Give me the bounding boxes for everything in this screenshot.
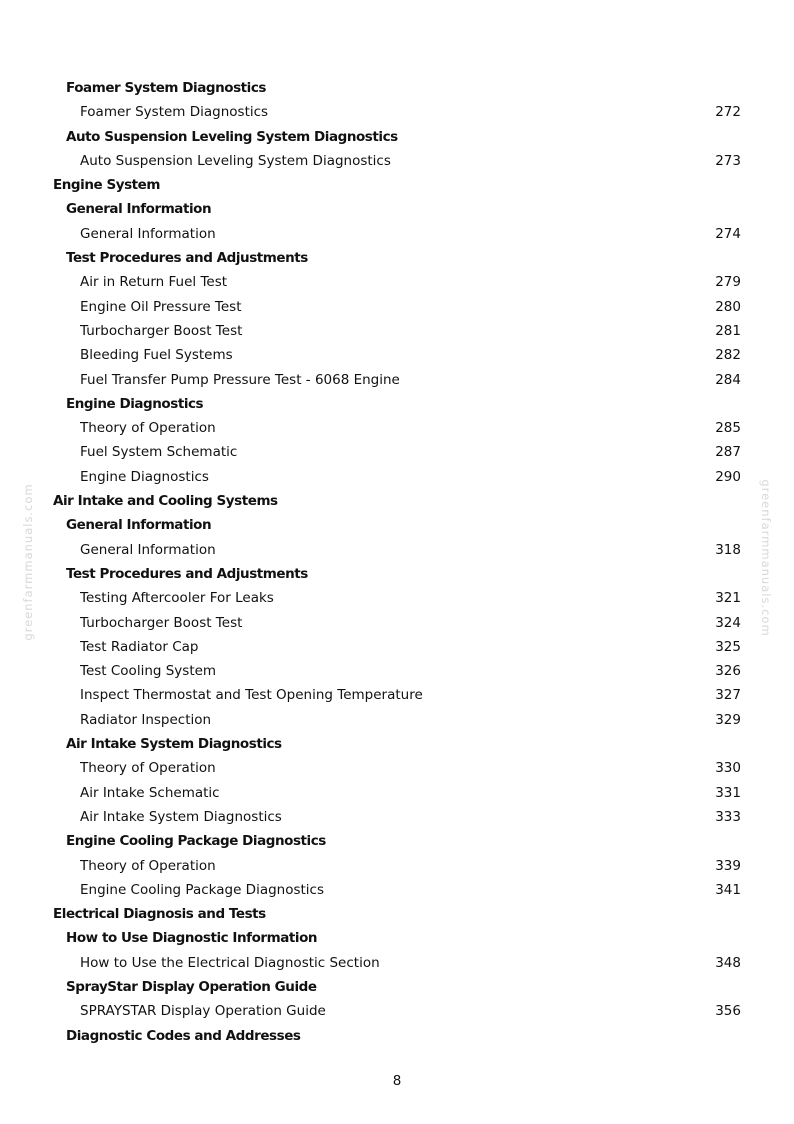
watermark-left: greenfarmmanuals.com xyxy=(21,483,35,641)
toc-entry[interactable] xyxy=(0,659,794,683)
toc-chapter-heading xyxy=(0,173,794,197)
toc-entry-page: 281 xyxy=(715,322,741,339)
toc-entry-page: 280 xyxy=(715,298,741,315)
toc-chapter-heading xyxy=(0,902,794,926)
toc-entry[interactable] xyxy=(0,999,794,1023)
toc-entry-title: Air Intake and Cooling Systems xyxy=(53,493,278,510)
toc-entry[interactable] xyxy=(0,295,794,319)
toc-entry[interactable] xyxy=(0,416,794,440)
toc-entry-page: 331 xyxy=(715,784,741,801)
toc-section-heading xyxy=(0,125,794,149)
toc-entry[interactable] xyxy=(0,878,794,902)
toc-entry[interactable] xyxy=(0,708,794,732)
toc-entry-title: SPRAYSTAR Display Operation Guide xyxy=(80,1003,326,1020)
toc-entry-title: Engine Diagnostics xyxy=(80,468,209,485)
toc-entry-page: 272 xyxy=(715,104,741,121)
toc-entry-page: 282 xyxy=(715,347,741,364)
toc-entry-title: Turbocharger Boost Test xyxy=(80,614,243,631)
toc-entry-page: 326 xyxy=(715,663,741,680)
toc-entry[interactable] xyxy=(0,683,794,707)
toc-entry[interactable] xyxy=(0,756,794,780)
toc-entry-title: How to Use Diagnostic Information xyxy=(66,930,318,947)
toc-entry-title: Fuel Transfer Pump Pressure Test - 6068 Engine xyxy=(80,371,400,388)
watermark-right: greenfarmmanuals.com xyxy=(759,479,773,637)
toc-entry-title: Engine Cooling Package Diagnostics xyxy=(66,833,326,850)
toc-entry-title: SprayStar Display Operation Guide xyxy=(66,978,317,995)
toc-entry-title: Air Intake Schematic xyxy=(80,784,220,801)
toc-entry-page: 339 xyxy=(715,857,741,874)
toc-entry-title: Inspect Thermostat and Test Opening Temperature xyxy=(80,687,423,704)
toc-entry-title: Foamer System Diagnostics xyxy=(66,80,266,96)
toc-entry-page: 327 xyxy=(715,687,741,704)
toc-entry-title: Test Procedures and Adjustments xyxy=(66,565,308,582)
toc-entry-page: 348 xyxy=(715,954,741,971)
toc-entry-page: 330 xyxy=(715,760,741,777)
toc-entry-title: Testing Aftercooler For Leaks xyxy=(80,590,274,607)
toc-entry-page: 324 xyxy=(715,614,741,631)
toc-entry-page: 329 xyxy=(715,711,741,728)
toc-entry-title: General Information xyxy=(80,541,216,558)
toc-entry-title: Air in Return Fuel Test xyxy=(80,274,228,291)
toc-entry-page: 290 xyxy=(715,468,741,485)
toc-entry[interactable] xyxy=(0,635,794,659)
toc-entry-title: Theory of Operation xyxy=(80,857,216,874)
toc-entry[interactable] xyxy=(0,951,794,975)
toc-section-heading xyxy=(0,76,794,100)
toc-entry-title: Fuel System Schematic xyxy=(80,444,238,461)
toc-entry-title: Test Cooling System xyxy=(80,663,217,680)
toc-entry-title: General Information xyxy=(80,225,216,242)
toc-entry[interactable] xyxy=(0,538,794,562)
toc-chapter-heading xyxy=(0,489,794,513)
toc-entry-page: 321 xyxy=(715,590,741,607)
toc-section-heading xyxy=(0,732,794,756)
toc-entry-title: Test Procedures and Adjustments xyxy=(66,250,308,267)
toc-entry-title: Theory of Operation xyxy=(80,420,216,437)
toc-entry-title: Engine Oil Pressure Test xyxy=(80,298,242,315)
toc-entry-page: 273 xyxy=(715,152,741,169)
toc-entry[interactable] xyxy=(0,222,794,246)
toc-entry[interactable] xyxy=(0,465,794,489)
toc-entry[interactable] xyxy=(0,343,794,367)
toc-entry-page: 333 xyxy=(715,808,741,825)
toc-entry[interactable] xyxy=(0,854,794,878)
toc-entry[interactable] xyxy=(0,149,794,173)
toc-entry-title: Radiator Inspection xyxy=(80,711,212,728)
toc-entry-page: 284 xyxy=(715,371,741,388)
toc-section-heading xyxy=(0,197,794,221)
toc-entry-title: Auto Suspension Leveling System Diagnostics xyxy=(66,128,398,145)
toc-entry-page: 274 xyxy=(715,225,741,242)
toc-entry-title: Air Intake System Diagnostics xyxy=(66,736,282,753)
toc-entry-title: Diagnostic Codes and Addresses xyxy=(66,1027,301,1044)
toc-entry-title: Electrical Diagnosis and Tests xyxy=(53,906,266,923)
table-of-contents xyxy=(0,76,794,1048)
toc-entry-title: Turbocharger Boost Test xyxy=(80,322,243,339)
toc-entry-title: Bleeding Fuel Systems xyxy=(80,347,233,364)
toc-entry[interactable] xyxy=(0,586,794,610)
toc-entry-title: General Information xyxy=(66,201,212,218)
toc-entry-title: Engine Cooling Package Diagnostics xyxy=(80,881,325,898)
toc-section-heading xyxy=(0,392,794,416)
toc-entry-page: 279 xyxy=(715,274,741,291)
page-number: 8 xyxy=(392,1073,402,1089)
toc-entry-title: Foamer System Diagnostics xyxy=(80,104,269,121)
toc-entry-page: 285 xyxy=(715,420,741,437)
toc-entry[interactable] xyxy=(0,319,794,343)
toc-section-heading xyxy=(0,1024,794,1048)
toc-entry-title: General Information xyxy=(66,517,212,534)
toc-entry[interactable] xyxy=(0,611,794,635)
toc-entry[interactable] xyxy=(0,805,794,829)
toc-entry[interactable] xyxy=(0,440,794,464)
toc-section-heading xyxy=(0,246,794,270)
toc-entry-page: 318 xyxy=(715,541,741,558)
toc-entry[interactable] xyxy=(0,781,794,805)
toc-section-heading xyxy=(0,926,794,950)
toc-entry-title: Engine Diagnostics xyxy=(66,395,204,412)
toc-section-heading xyxy=(0,975,794,999)
toc-entry-page: 356 xyxy=(715,1003,741,1020)
toc-entry-title: Auto Suspension Leveling System Diagnostics xyxy=(80,152,391,169)
toc-entry[interactable] xyxy=(0,100,794,124)
toc-entry-title: Air Intake System Diagnostics xyxy=(80,808,282,825)
toc-entry-page: 287 xyxy=(715,444,741,461)
toc-entry[interactable] xyxy=(0,368,794,392)
toc-entry-title: Engine System xyxy=(53,177,160,194)
toc-section-heading xyxy=(0,829,794,853)
toc-section-heading xyxy=(0,562,794,586)
toc-entry[interactable] xyxy=(0,270,794,294)
toc-entry-page: 341 xyxy=(715,881,741,898)
toc-entry-page: 325 xyxy=(715,638,741,655)
toc-entry-title: Test Radiator Cap xyxy=(80,638,199,655)
toc-entry-title: Theory of Operation xyxy=(80,760,216,777)
toc-section-heading xyxy=(0,513,794,537)
toc-entry-title: How to Use the Electrical Diagnostic Section xyxy=(80,954,380,971)
